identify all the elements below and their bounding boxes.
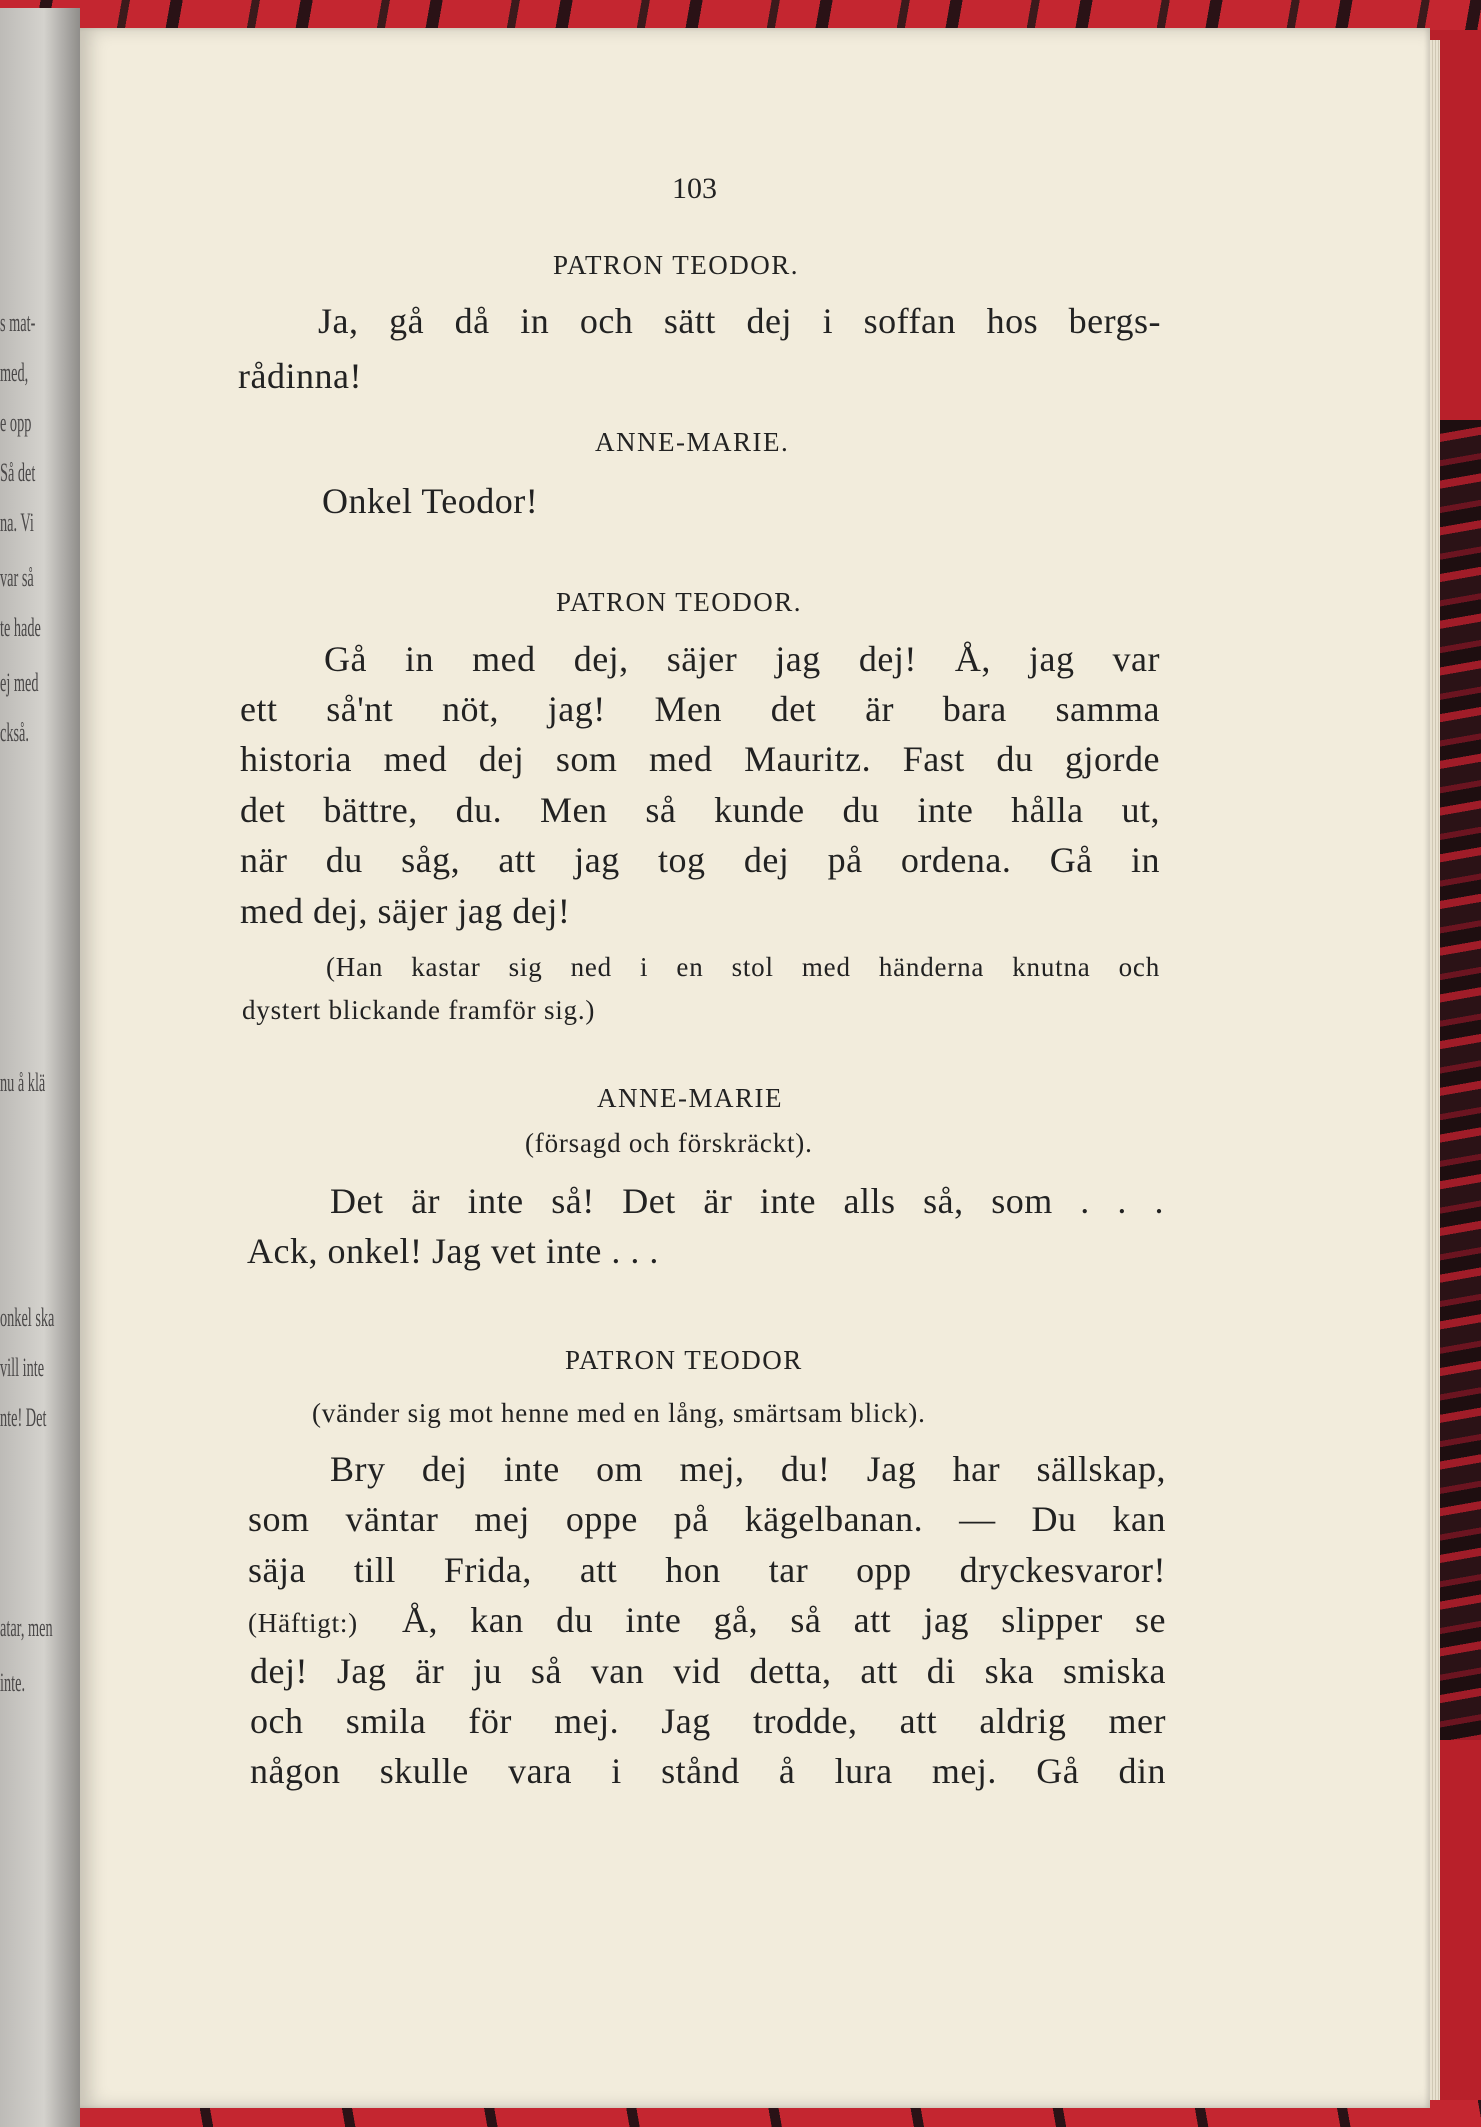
- facing-page-fragment: s mat-: [0, 308, 36, 337]
- dialogue-line: historia med dej som med Mauritz. Fast du gjorde: [240, 739, 1160, 779]
- dialogue-line: med dej, säjer jag dej!: [240, 891, 571, 931]
- dialogue-line: Å, kan du inte gå, så att jag slipper se: [402, 1600, 1166, 1640]
- dialogue-line: Bry dej inte om mej, du! Jag har sällskap,: [330, 1449, 1166, 1489]
- stage-direction: (vänder sig mot henne med en lång, smärtsam blick).: [312, 1398, 926, 1428]
- dialogue-line: Det är inte så! Det är inte alls så, som . . .: [330, 1181, 1164, 1221]
- speaker-heading: ANNE-MARIE: [597, 1083, 783, 1113]
- facing-page-fragment: atar, men: [0, 1613, 53, 1642]
- book-cover-marbled-edge: [1438, 420, 1481, 1740]
- facing-page-fragment: e opp: [0, 408, 32, 437]
- speaker-heading: ANNE-MARIE.: [595, 427, 790, 457]
- facing-page-fragment: var så: [0, 563, 34, 592]
- stage-direction: dystert blickande framför sig.): [242, 995, 596, 1025]
- facing-page-fragment: nte! Det: [0, 1403, 47, 1432]
- dialogue-line: någon skulle vara i stånd å lura mej. Gå din: [250, 1751, 1166, 1791]
- dialogue-line: Ack, onkel! Jag vet inte . . .: [247, 1231, 659, 1271]
- dialogue-line: ett så'nt nöt, jag! Men det är bara samma: [240, 689, 1160, 729]
- page-number: 103: [672, 172, 717, 205]
- stage-direction: (Han kastar sig ned i en stol med händerna knutna och: [326, 952, 1160, 982]
- dialogue-line: det bättre, du. Men så kunde du inte hålla ut,: [240, 790, 1160, 830]
- facing-page-fragment: med,: [0, 358, 29, 387]
- speaker-heading: PATRON TEODOR: [565, 1345, 803, 1375]
- dialogue-line: Onkel Teodor!: [322, 481, 539, 521]
- dialogue-line: och smila för mej. Jag trodde, att aldrig mer: [250, 1701, 1166, 1741]
- facing-page-fragment: te hade: [0, 613, 41, 642]
- dialogue-line: rådinna!: [238, 356, 362, 396]
- facing-page-fragment: ckså.: [0, 718, 29, 747]
- dialogue-line: säja till Frida, att hon tar opp dryckesvaror!: [248, 1550, 1166, 1590]
- dialogue-line: som väntar mej oppe på kägelbanan. — Du kan: [248, 1499, 1166, 1539]
- facing-page-fragment: ej med: [0, 668, 39, 697]
- facing-page-fragment: onkel ska: [0, 1303, 55, 1332]
- dialogue-line: Gå in med dej, säjer jag dej! Å, jag var: [324, 639, 1160, 679]
- facing-page-fragment: vill inte: [0, 1353, 45, 1382]
- speaker-heading: PATRON TEODOR.: [556, 587, 803, 617]
- book-cover-top-edge: [0, 0, 1481, 30]
- facing-page-fragment: inte.: [0, 1668, 26, 1697]
- dialogue-line: Ja, gå då in och sätt dej i soffan hos bergs-: [318, 301, 1161, 341]
- facing-page-fragment: Så det: [0, 458, 36, 487]
- speaker-heading: PATRON TEODOR.: [553, 250, 800, 280]
- page-block-edge: [1430, 40, 1440, 2100]
- dialogue-line: dej! Jag är ju så van vid detta, att di ska smiska: [250, 1651, 1166, 1691]
- stage-direction: (Häftigt:): [248, 1608, 358, 1638]
- facing-page-edge: [0, 8, 80, 2127]
- stage-direction: (försagd och förskräckt).: [525, 1128, 813, 1158]
- dialogue-line: när du såg, att jag tog dej på ordena. Gå in: [240, 840, 1160, 880]
- facing-page-fragment: na. Vi: [0, 508, 34, 537]
- facing-page-fragment: nu å klä: [0, 1068, 46, 1097]
